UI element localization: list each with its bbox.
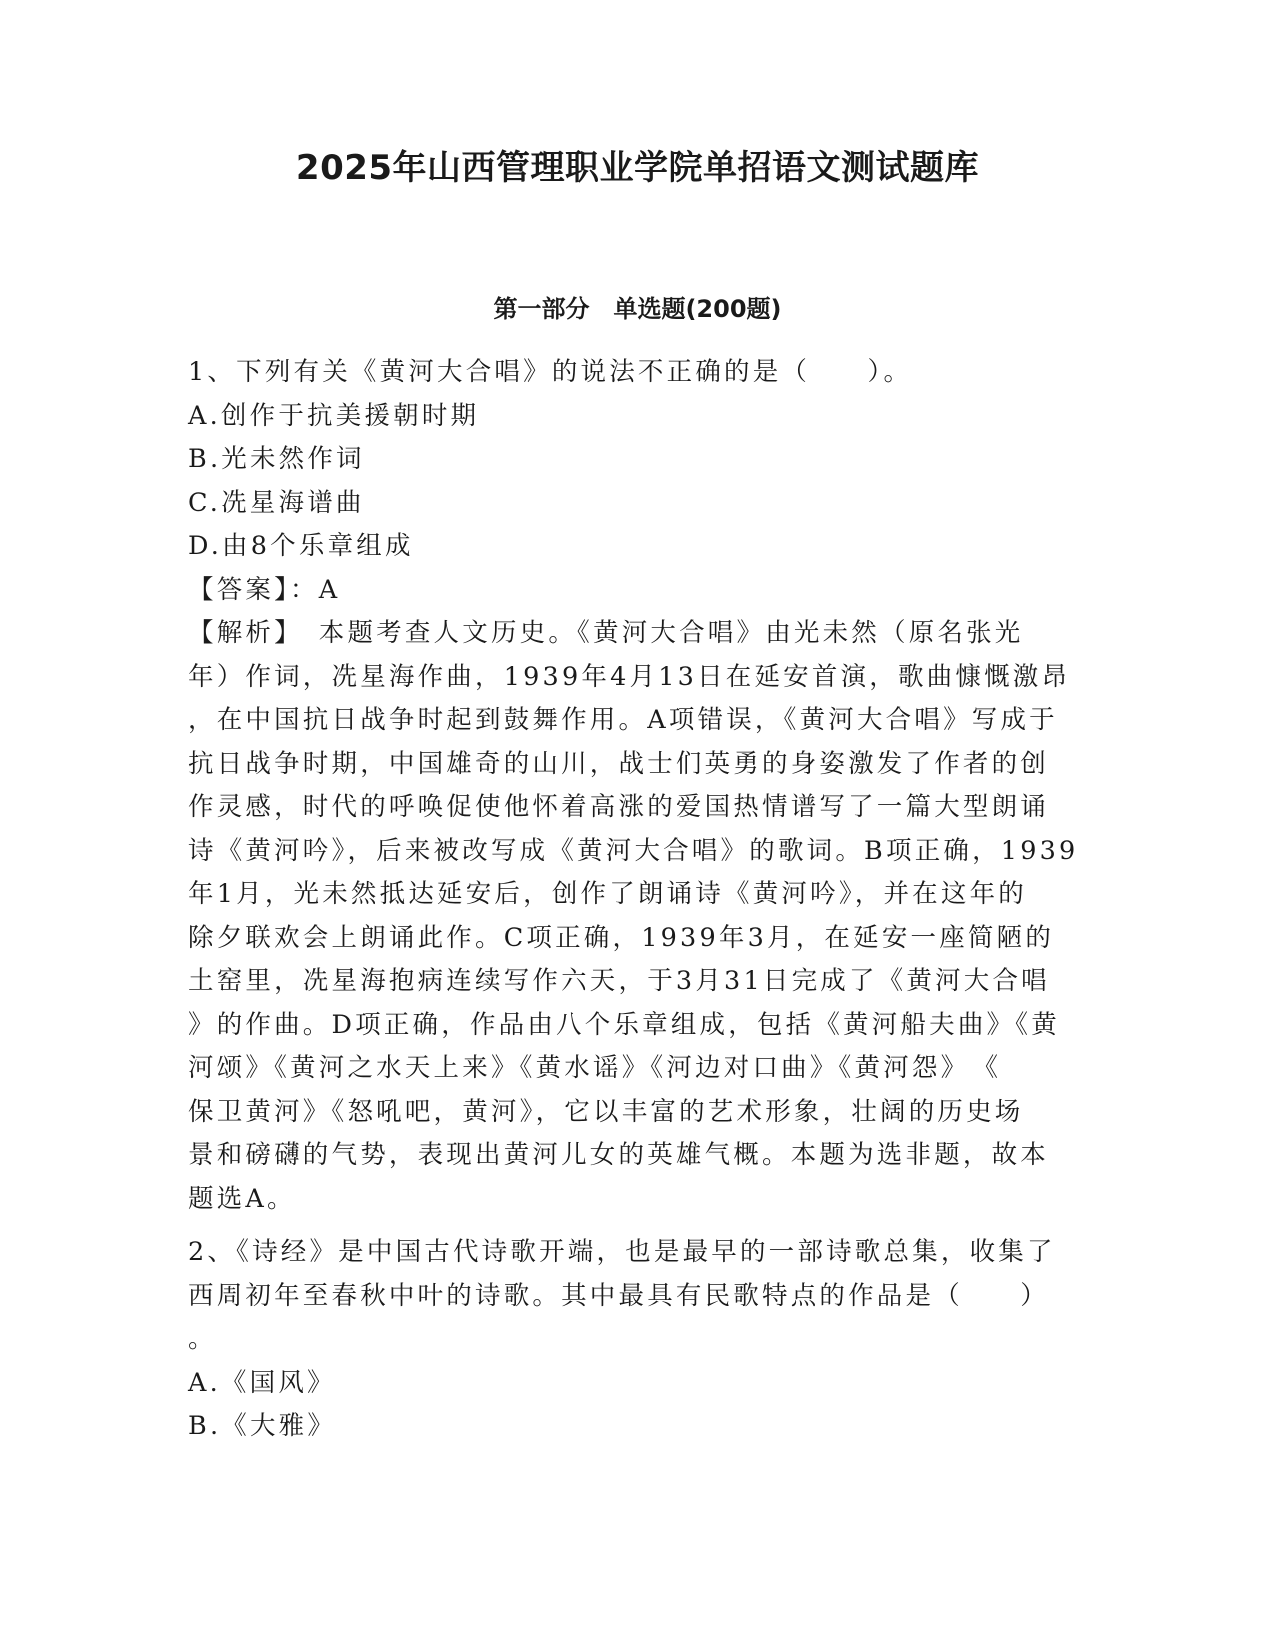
- question-2-option-a: A.《国风》: [188, 1367, 336, 1398]
- question-2-stem-line: 2、《诗经》是中国古代诗歌开端，也是最早的一部诗歌总集，收集了: [188, 1237, 1056, 1267]
- question-1-option-c: C.冼星海谱曲: [188, 487, 365, 518]
- analysis-line: 年1月，光未然抵达延安后，创作了朗诵诗《黄河吟》，并在这年的: [188, 879, 1027, 909]
- question-spacer: [188, 1221, 1088, 1231]
- analysis-line: 抗日战争时期，中国雄奇的山川，战士们英勇的身姿激发了作者的创: [188, 748, 1050, 779]
- analysis-line: 景和磅礴的气势，表现出黄河儿女的英雄气概。本题为选非题，故本: [188, 1140, 1050, 1170]
- analysis-line: 【解析】 本题考查人文历史。《黄河大合唱》由光未然（原名张光: [188, 618, 1024, 648]
- question-2-option-b: B.《大雅》: [188, 1411, 337, 1441]
- page-title: 2025年山西管理职业学院单招语文测试题库: [295, 148, 980, 188]
- analysis-line: 》的作曲。D项正确，作品由八个乐章组成，包括《黄河船夫曲》《黄: [188, 1009, 1060, 1040]
- question-2: [188, 1231, 1088, 1449]
- question-2-stem-line: 西周初年至春秋中叶的诗歌。其中最具有民歌特点的作品是（ ）: [188, 1280, 1050, 1311]
- question-1-option-d: D.由8个乐章组成: [188, 531, 414, 561]
- analysis-line: 作灵感，时代的呼唤促使他怀着高涨的爱国热情谱写了一篇大型朗诵: [188, 792, 1050, 822]
- question-1: [188, 351, 1088, 1221]
- analysis-line: 题选A。: [188, 1183, 296, 1214]
- analysis-line: 土窑里，冼星海抱病连续写作六天，于3月31日完成了《黄河大合唱: [188, 966, 1050, 996]
- analysis-line: ，在中国抗日战争时起到鼓舞作用。A项错误，《黄河大合唱》写成于: [188, 705, 1058, 735]
- question-1-answer: 【答案】：A: [188, 574, 341, 605]
- analysis-line: 除夕联欢会上朗诵此作。C项正确，1939年3月，在延安一座简陋的: [188, 922, 1055, 953]
- question-2-stem-line: 。: [188, 1324, 217, 1354]
- question-1-analysis: [188, 612, 1088, 1221]
- analysis-line: 保卫黄河》《怒吼吧，黄河》，它以丰富的艺术形象，壮阔的历史场: [188, 1096, 1024, 1127]
- question-list: [188, 351, 1088, 1449]
- analysis-line: 诗《黄河吟》，后来被改写成《黄河大合唱》的歌词。B项正确，1939: [188, 835, 1079, 866]
- question-1-option-a: A.创作于抗美援朝时期: [188, 400, 480, 431]
- section-title: 第一部分 单选题(200题): [493, 295, 782, 323]
- analysis-line: 河颂》《黄河之水天上来》《黄水谣》《河边对口曲》《黄河怨》 《: [188, 1053, 1002, 1083]
- question-1-stem: 1、下列有关《黄河大合唱》的说法不正确的是（ ）。: [188, 357, 913, 387]
- question-1-option-b: B.光未然作词: [188, 444, 365, 474]
- analysis-line: 年）作词，冼星海作曲，1939年4月13日在延安首演，歌曲慷慨激昂: [188, 661, 1071, 692]
